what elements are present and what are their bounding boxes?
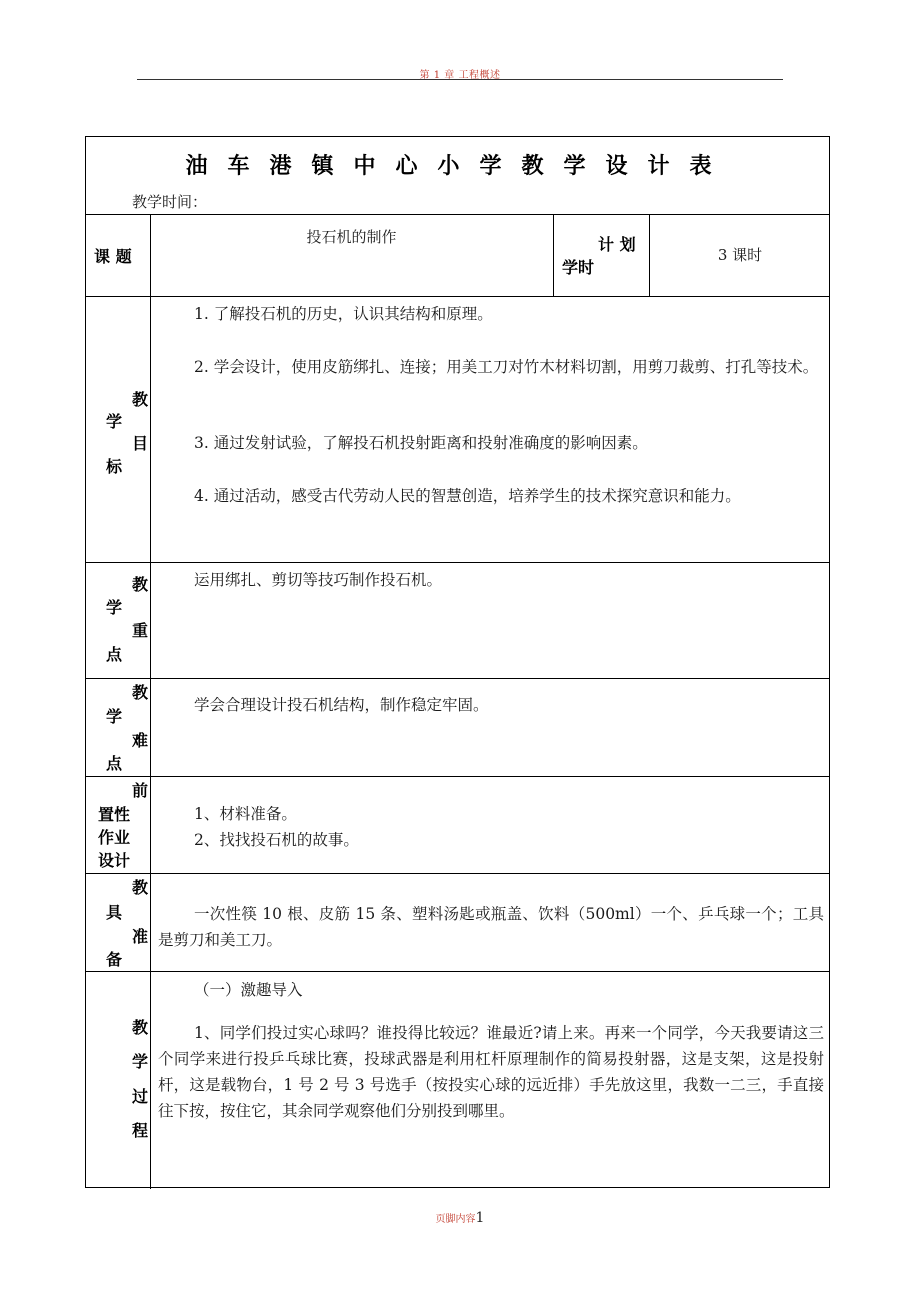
cell-divider: [553, 214, 554, 296]
process-label-char: 过: [132, 1087, 149, 1106]
page-number: 1: [475, 1210, 485, 1226]
key-points-label-char: 学: [106, 598, 123, 617]
teaching-aids-text: 一次性筷 10 根、皮筋 15 条、塑料汤匙或瓶盖、饮料（500ml）一个、乒乓球一个；工具是剪刀和美工刀。: [158, 905, 824, 949]
footer-text: 页脚内容: [435, 1214, 476, 1225]
teaching-aids-label-char: 准: [132, 927, 149, 946]
form-title: 油车港镇中心小学教学设计表: [185, 154, 732, 179]
objectives-label-char: 目: [132, 434, 149, 453]
key-points-label-char: 重: [132, 621, 149, 640]
process-label-char: 学: [132, 1052, 149, 1071]
process-label-char: 教: [132, 1018, 149, 1037]
label-column-divider: [150, 214, 151, 1189]
pre-homework-item: 1、材料准备。: [194, 805, 297, 823]
objectives-label-char: 标: [106, 457, 123, 476]
header-rule: [137, 79, 783, 80]
row-divider: [86, 971, 829, 972]
process-heading: （一）激趣导入: [194, 981, 303, 999]
row-divider: [86, 296, 829, 297]
pre-homework-label-line: 设计: [98, 851, 131, 870]
pre-homework-item: 2、找找投石机的故事。: [194, 831, 359, 849]
topic-value: 投石机的制作: [306, 228, 397, 246]
objective-item: 1. 了解投石机的历史，认识其结构和原理。: [194, 305, 493, 323]
difficulties-text: 学会合理设计投石机结构，制作稳定牢固。: [194, 696, 489, 714]
row-divider: [86, 678, 829, 679]
page-footer: [0, 1210, 920, 1226]
key-points-label-char: 点: [106, 645, 123, 664]
row-divider: [86, 873, 829, 874]
objectives-label-char: 学: [106, 412, 123, 431]
row-divider: [86, 776, 829, 777]
teaching-aids-label-char: 教: [132, 878, 149, 897]
objective-item: 2. 学会设计，使用皮筋绑扎、连接；用美工刀对竹木材料切割，用剪刀裁剪、打孔等技术。: [194, 358, 819, 376]
difficulties-label-char: 难: [132, 731, 149, 750]
objective-item: 4. 通过活动，感受古代劳动人民的智慧创造，培养学生的技术探究意识和能力。: [194, 487, 741, 505]
objective-item: 3. 通过发射试验，了解投石机投射距离和投射准确度的影响因素。: [194, 434, 648, 452]
key-points-label-char: 教: [132, 575, 149, 594]
process-label-char: 程: [132, 1121, 149, 1140]
teaching-aids-label-char: 具: [106, 903, 123, 922]
difficulties-label-char: 点: [106, 754, 123, 773]
difficulties-label-char: 学: [106, 707, 123, 726]
plan-value: 3 课时: [717, 246, 763, 264]
pre-homework-label-line: 前: [132, 781, 149, 800]
key-points-text: 运用绑扎、剪切等技巧制作投石机。: [194, 571, 443, 589]
topic-label: 课 题: [94, 247, 132, 266]
process-text: 1、同学们投过实心球吗？谁投得比较远？谁最近?请上来。再来一个同学，今天我要请这三个同学来进行投乒乓球比赛，投球武器是利用杠杆原理制作的简易投射器，这是支架，这是投射杆，这是载物台，1 号 2 号 3 号选手（按投实心球的远近排）手先放这里，我数一二三，手直接往下按，按住它，其余同学观察他们分别投到哪里。: [158, 1024, 824, 1120]
pre-homework-label-line: 置性: [98, 805, 131, 824]
plan-label-2: 学时: [562, 258, 595, 277]
lesson-design-form: [85, 136, 830, 1188]
teaching-aids-label-char: 备: [106, 950, 123, 969]
time-label: 教学时间：: [132, 193, 208, 211]
difficulties-label-char: 教: [132, 683, 149, 702]
row-divider: [86, 562, 829, 563]
pre-homework-label-line: 作业: [98, 828, 131, 847]
objectives-label-char: 教: [132, 390, 149, 409]
page-header: 第 1 章 工程概述: [419, 70, 501, 81]
row-divider: [86, 214, 829, 215]
plan-label-1: 计 划: [598, 235, 636, 254]
